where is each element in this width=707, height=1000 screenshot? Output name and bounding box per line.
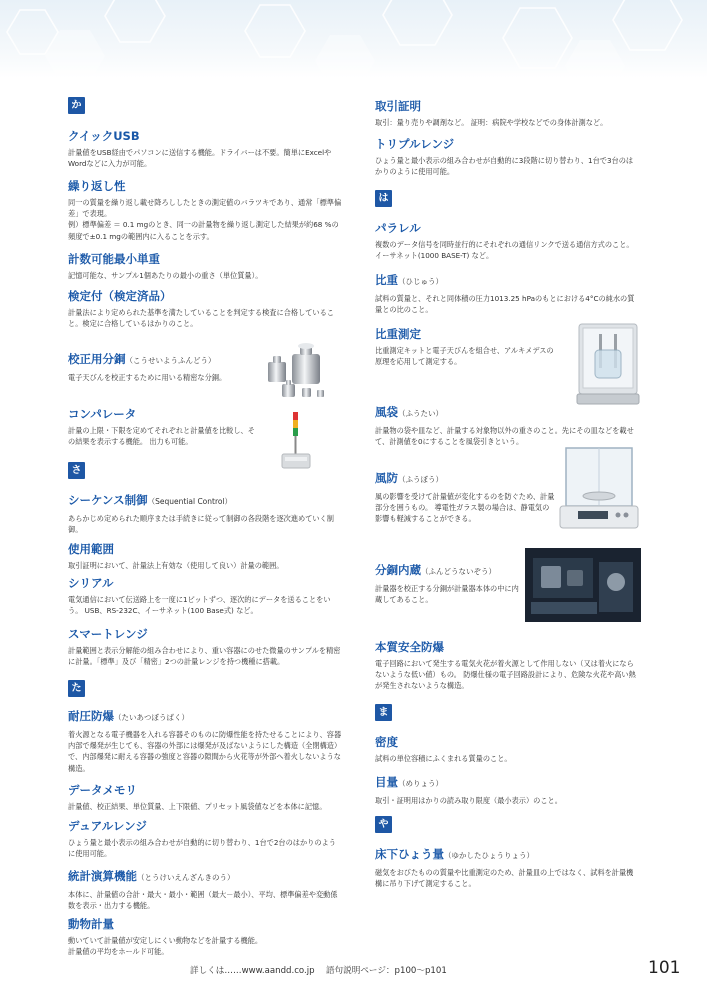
entry-draft-shield xyxy=(375,470,555,525)
term-description: 比重測定キットと電子天びんを組合せ、アルキメデスの原理を応用して測定する。 xyxy=(375,346,554,367)
term-description: 記憶可能な、サンプル1個あたりの最小の重さ（単位質量）。 xyxy=(68,271,263,280)
term-title xyxy=(375,470,555,488)
term-text: 風防 xyxy=(375,471,398,485)
term-title xyxy=(375,562,525,580)
term-description: 本体に、計量値の合計・最大・最小・範囲（最大－最小）、平均、標準偏差や変動係数を表示・出力する機能。 xyxy=(68,890,338,911)
term-description: 計量の上限・下限を定めてそれぞれと計量値を比較し、その結果を表示する機能。 出力も可能。 xyxy=(68,426,255,447)
term-title: トリプルレンジ xyxy=(375,137,455,151)
entry-sequential-control xyxy=(68,492,343,535)
entry-graduation xyxy=(375,774,640,806)
term-reading: （こうせいようふんどう） xyxy=(125,356,216,365)
footer-reference-link[interactable]: 詳しくは……www.aandd.co.jp 語句説明ページ：p100～p101 xyxy=(190,966,447,976)
term-text: 耐圧防爆 xyxy=(68,709,114,723)
term-description: 着火源となる電子機器を入れる容器そのものに防爆性能を持たせることにより、容器内部で爆発が生じても、容器の外部には爆発が及ばないようにした構造（全閉構造）で、内部爆発に耐える容器の強度と容器の隙間から火花等が外部へ着火しないような構造。 xyxy=(68,730,342,773)
entry-intrinsic-safety xyxy=(375,639,640,692)
term-title xyxy=(68,492,343,510)
term-title: デュアルレンジ xyxy=(68,819,147,833)
term-reading: （ふうぼう） xyxy=(398,475,443,484)
term-text: 分銅内蔵 xyxy=(375,563,421,577)
entry-explosion-proof xyxy=(68,708,343,774)
section-badge-sa: さ xyxy=(68,462,85,479)
term-title: 検定付（検定済品） xyxy=(68,289,172,303)
entry-density xyxy=(375,734,640,764)
term-title: 使用範囲 xyxy=(68,542,114,556)
term-text: 校正用分銅 xyxy=(68,352,126,366)
section-badge-ka: か xyxy=(68,97,85,114)
entry-inspected xyxy=(68,288,343,329)
signal-tower-image xyxy=(276,410,316,472)
term-description: 磁気をおびたものの質量や比重測定のため、計量皿の上ではなく、試料を計量機構に吊り下げて測定すること。 xyxy=(375,868,634,889)
term-text: 目量 xyxy=(375,775,398,789)
term-title: コンパレータ xyxy=(68,407,137,421)
term-title: スマートレンジ xyxy=(68,627,148,641)
term-reading: （ふんどうないぞう） xyxy=(421,567,496,576)
entry-min-unit-weight xyxy=(68,251,343,281)
term-description: 電子天びんを校正するために用いる精密な分銅。 xyxy=(68,373,227,382)
term-description: 試料の単位容積にふくまれる質量のこと。 xyxy=(375,754,512,763)
term-description: 電気通信において伝送路上を一度に1ビットずつ、逐次的にデータを送ることをいう。 USB、RS-232C、イーサネット(100 Base式) など。 xyxy=(68,595,331,616)
entry-internal-weight xyxy=(375,562,525,605)
term-text: 統計演算機能 xyxy=(68,869,137,883)
term-description: 電子回路において発生する電気火花が着火源として作用しない（又は着火にならないような低い値）もの。 防爆仕様の電子回路設計により、危険な火花や高い熱が発生されないような構造。 xyxy=(375,659,636,691)
term-description: 計量法により定められた基準を満たしていることを判定する検査に合格していること。検定に合格しているはかりのこと。 xyxy=(68,308,334,329)
internal-weight-illustration xyxy=(525,548,641,622)
term-title: データメモリ xyxy=(68,783,137,797)
entry-animal-weighing xyxy=(68,916,343,957)
term-title: パラレル xyxy=(375,221,421,235)
term-reading: （とうけいえんざんきのう） xyxy=(137,873,235,882)
term-title: クイックUSB xyxy=(68,129,140,143)
term-title xyxy=(375,272,640,290)
term-reading: （ゆかしたひょうりょう） xyxy=(444,851,534,860)
entry-under-hook-weighing xyxy=(375,846,640,889)
calibration-weights-image xyxy=(262,338,334,400)
term-title: 繰り返し性 xyxy=(68,179,126,193)
term-reading: （Sequential Control） xyxy=(147,497,233,506)
term-description: ひょう量と最小表示の組み合わせが自動的に3段階に切り替わり、1台で3台のはかりのように使用可能。 xyxy=(375,156,634,177)
entry-specific-gravity xyxy=(375,272,640,315)
hexagon-pattern xyxy=(0,0,707,78)
term-text: 床下ひょう量 xyxy=(375,847,444,861)
entry-usage-range xyxy=(68,541,343,571)
term-description: 計量値、校正結果、単位質量、上下限値、プリセット風袋値などを本体に記憶。 xyxy=(68,802,327,811)
entry-data-memory xyxy=(68,782,343,812)
term-title xyxy=(375,846,640,864)
term-description: 風の影響を受けて計量値が変化するのを防ぐため、計量部分を囲うもの。 導電性ガラス製の場合は、静電気の影響も軽減することができる。 xyxy=(375,492,555,524)
entry-parallel xyxy=(375,220,640,261)
term-reading: （ふうたい） xyxy=(398,409,443,418)
entry-comparator xyxy=(68,406,258,447)
term-description: 計量器を校正する分銅が計量器本体の中に内蔵してあること。 xyxy=(375,584,519,605)
section-badge-ma: ま xyxy=(375,704,392,721)
term-reading: （めりょう） xyxy=(398,779,443,788)
entry-calibration-weights xyxy=(68,351,248,383)
entry-statistics xyxy=(68,868,343,911)
term-description: 同一の質量を繰り返し載せ降ろししたときの測定値のバラツキであり、通常「標準偏差」で表現。 例）標準偏差 ＝ 0.1 mgのとき、同一の計量物を繰り返し測定した結果が約68 %の頻度で±0.1 mgの範囲内に入ることを示す。 xyxy=(68,198,342,241)
term-title: 本質安全防爆 xyxy=(375,640,444,654)
entry-smart-range xyxy=(68,626,343,667)
term-title: シリアル xyxy=(68,576,114,590)
section-badge-ha: は xyxy=(375,190,392,207)
internal-weight-image xyxy=(525,548,641,622)
term-title: 密度 xyxy=(375,735,398,749)
term-reading: （ひじゅう） xyxy=(398,277,443,286)
specific-gravity-kit-image xyxy=(575,320,641,406)
signal-tower-illustration xyxy=(276,410,316,472)
term-description: 取引証明において、計量法上有効な（使用して良い）計量の範囲。 xyxy=(68,561,284,570)
term-description: 計量値をUSB経由でパソコンに送信する機能。ドライバーは不要。簡単にExcelやWordなどに入力が可能。 xyxy=(68,148,332,169)
term-title xyxy=(375,774,640,792)
page-number: 101 xyxy=(648,958,681,978)
term-description: 試料の質量と、それと同体積の圧力1013.25 hPaのもとにおける4°Cの純水の質量との比のこと。 xyxy=(375,294,635,315)
entry-repeatability xyxy=(68,178,343,242)
draft-shield-balance-image xyxy=(556,440,642,532)
term-title: 計数可能最小単重 xyxy=(68,252,160,266)
term-text: 風袋 xyxy=(375,405,398,419)
term-reading: （たいあつぼうばく） xyxy=(114,713,189,722)
term-description: 複数のデータ信号を同時並行的にそれぞれの通信リンクで送る通信方式のこと。 イーサネット(1000 BASE-T) など。 xyxy=(375,240,634,261)
term-text: 比重 xyxy=(375,273,398,287)
entry-trade-certification xyxy=(375,98,640,128)
term-description: 動いていて計量値が安定しにくい動物などを計量する機能。 計量値の平均をホールド可能。 xyxy=(68,936,263,957)
header-banner xyxy=(0,0,707,78)
term-title: 取引証明 xyxy=(375,99,421,113)
section-badge-ta: た xyxy=(68,680,85,697)
entry-specific-gravity-measurement xyxy=(375,326,560,367)
entry-serial xyxy=(68,575,343,616)
entry-quick-usb xyxy=(68,128,343,169)
entry-triple-range xyxy=(375,136,640,177)
sg-kit-illustration xyxy=(575,320,641,406)
entry-dual-range xyxy=(68,818,343,859)
term-text: シーケンス制御 xyxy=(68,493,148,507)
term-title xyxy=(375,404,640,422)
term-title: 動物計量 xyxy=(68,917,114,931)
term-description: 取引・証明用はかりの読み取り限度（最小表示）のこと。 xyxy=(375,796,562,805)
term-title xyxy=(68,868,343,886)
term-title xyxy=(68,708,343,726)
draft-shield-illustration xyxy=(556,440,642,532)
term-title: 比重測定 xyxy=(375,327,421,341)
term-description: 計量範囲と表示分解能の組み合わせにより、重い容器にのせた微量のサンプルを精密に計量。「標準」及び「精密」2つの計量レンジを持つ機種に搭載。 xyxy=(68,646,341,667)
term-description: 取引：量り売りや調剤など。 証明：病院や学校などでの身体計測など。 xyxy=(375,118,608,127)
weights-illustration xyxy=(262,338,334,400)
term-description: 計量物の袋や皿など、計量する対象物以外の重さのこと。先にその皿などを載せて、計測値を0にすることを風袋引きという。 xyxy=(375,426,634,447)
term-title xyxy=(68,351,248,369)
term-description: あらかじめ定められた順序または手続きに従って制御の各段階を逐次進めていく制御。 xyxy=(68,514,334,535)
term-description: ひょう量と最小表示の組み合わせが自動的に切り替わり、1台で2台のはかりのように使用可能。 xyxy=(68,838,336,859)
section-badge-ya: や xyxy=(375,816,392,833)
